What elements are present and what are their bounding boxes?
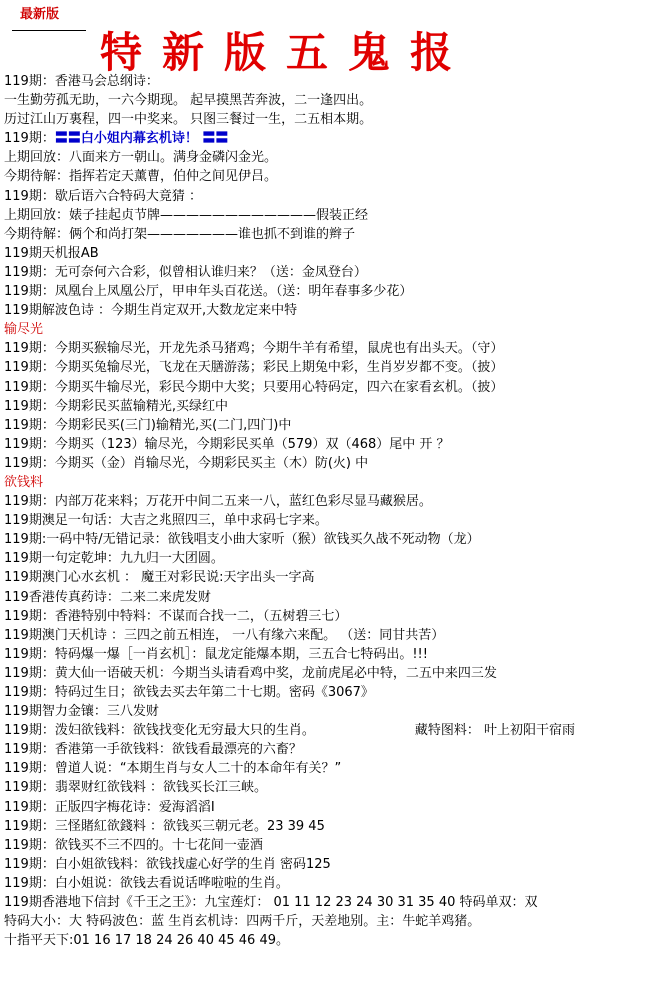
text-line: 119期：香港马会总纲诗： — [4, 74, 159, 89]
text-line: 119期：今期买猴输尽光，开龙先杀马猪鸡；今期牛羊有希望，鼠虎也有出头天。（守） — [4, 341, 504, 357]
text-line: 119期天机报AB — [4, 245, 99, 261]
text-line: 一生勤劳孤无助，一六今期现。 起早摸黑苦奔波，二一逢四出。 — [4, 93, 373, 109]
text-line: 119期：今期买（123）输尽光，今期彩民买单（579）双（468）尾中 开 ？ — [4, 436, 450, 452]
text-line — [4, 129, 666, 148]
page-title: 特新版五鬼报 — [100, 28, 473, 77]
text-line: 119期澳足一句话：大吉之兆照四三，单中求码七字来。 — [4, 513, 328, 529]
text-line: 119期：白小姐说：欲钱去看说话哗啦啦的生肖。 — [4, 875, 289, 891]
text-line: 119期：内部万花来料；万花开中间二五来一八，蓝红色彩尽显马藏猴居。 — [4, 494, 432, 510]
text-line: 119香港传真药诗：二来二来虎发财 — [4, 589, 211, 605]
text-line: 119期：今期彩民买(三门)输精光,买(二门,四门)中 — [4, 417, 292, 433]
text-line: 119期澳门心水玄机 ： 魔王对彩民说:天字出头一字高 — [4, 570, 315, 586]
text-line: 119期：翡翠财红欲钱料 ：欲钱买长江三峡。 — [4, 780, 267, 796]
line-left: 119期：泼妇欲钱料：欲钱找变化无穷最大只的生肖。 — [4, 723, 315, 739]
text-line: 119期：今期买牛输尽光，彩民今期中大奖；只要用心特码定，四六在家看玄机。（披） — [4, 379, 504, 395]
text-line: 119期：今期买兔输尽光，飞龙在天膳游荡；彩民上期兔中彩，生肖岁岁都不变。（披） — [4, 360, 504, 376]
text-line: 119期：曾道人说：“本期生肖与女人二十的本命年有关？” — [4, 761, 342, 777]
text-line: 119期：凤凰台上凤凰公厅，甲申年头百花送。（送：明年春事多少花） — [4, 284, 413, 300]
badge-underline — [12, 30, 86, 31]
text-line: 今期待解：俩个和尚打架———————谁也抓不到谁的辫子 — [4, 226, 356, 242]
text-line: 119期智力金镶：三八发财 — [4, 704, 159, 720]
text-line: 119期：香港第一手欲钱料：欲钱看最漂亮的六畜？ — [4, 742, 302, 758]
text-line: 119期：香港特别中特料：不谋而合找一二，（五树碧三七） — [4, 608, 348, 624]
text-line: 119期：今期彩民买蓝输精光,买绿红中 — [4, 398, 228, 414]
text-line: 119期：特码过生日；欲钱去买去年第二十七期。密码《3067》 — [4, 685, 374, 700]
text-line — [4, 721, 666, 740]
text-line: 119期：欲钱买不三不四的。十七花间一壶酒 — [4, 837, 263, 853]
version-badge: 最新版 — [20, 7, 60, 22]
text-line: 历过江山万裏程，四一中奖来。 只图三餐过一生，二五相本期。 — [4, 112, 373, 128]
text-line: 119期澳门天机诗 ：三四之前五相连， 一八有缘六来配。 （送：同甘共苦） — [4, 627, 445, 643]
text-line: 119期：白小姐欲钱料：欲钱找虚心好学的生肖 密码125 — [4, 856, 331, 872]
text-line: 119期解波色诗 ：今期生肖定双开,大数龙定来中特 — [4, 303, 298, 319]
text-line: 119期：今期买（金）肖输尽光，今期彩民买主（木）防(火) 中 — [4, 455, 369, 471]
text-line: 119期：三怪賭紅欲錢料 ：欲钱买三朝元老。23 39 45 — [4, 818, 325, 834]
section-heading: 欲钱料 — [4, 474, 44, 490]
text-line: 上期回放：八面来方一朝山。满身金磷闪金光。 — [4, 150, 278, 166]
text-line: 上期回放：婊子挂起贞节牌————————————假装正经 — [4, 207, 369, 223]
section-heading: 输尽光 — [4, 322, 44, 338]
text-line: 今期待解：指挥若定天薰曹，伯仲之间见伊吕。 — [4, 169, 278, 185]
line-right: 藏特图料： 叶上初阳干宿雨 — [414, 723, 575, 739]
text-line: 119期一句定乾坤：九九归一大团圆。 — [4, 551, 224, 567]
line-prefix: 119期： — [4, 131, 55, 147]
text-line: 119期:一码中特/无错记录：欲钱唱支小曲大家听（猴）欲钱买久战不死动物（龙） — [4, 532, 480, 548]
inline-mark: 〓〓白小姐内幕玄机诗！ 〓〓 — [54, 131, 229, 147]
text-line: 十指平天下:01 16 17 18 24 26 40 45 46 49。 — [4, 933, 289, 949]
text-line: 特码大小：大 特码波色：蓝 生肖玄机诗：四两千斤，天差地别。主：牛蛇羊鸡猪。 — [4, 914, 481, 930]
text-line: 119期：正版四字梅花诗：爱海滔滔I — [4, 799, 215, 815]
text-line: 119期：特码爆一爆［一肖玄机］：鼠龙定能爆本期，三五合七特码出。!!! — [4, 646, 428, 662]
text-line: 119期：无可奈何六合彩，似曾相认谁归来？（送：金凤登台） — [4, 264, 367, 280]
content-body — [4, 72, 666, 950]
text-line: 119期香港地下信封《千王之王》：九宝莲灯： 01 11 12 23 24 30 31 35 40 特码单双：双 — [4, 895, 538, 911]
text-line: 119期：歇后语六合特码大竟猜 ： — [4, 188, 202, 204]
text-line: 119期：黄大仙一语破天机：今期当头请看鸡中奖，龙前虎尾必中特，二五中来四三发 — [4, 665, 497, 681]
